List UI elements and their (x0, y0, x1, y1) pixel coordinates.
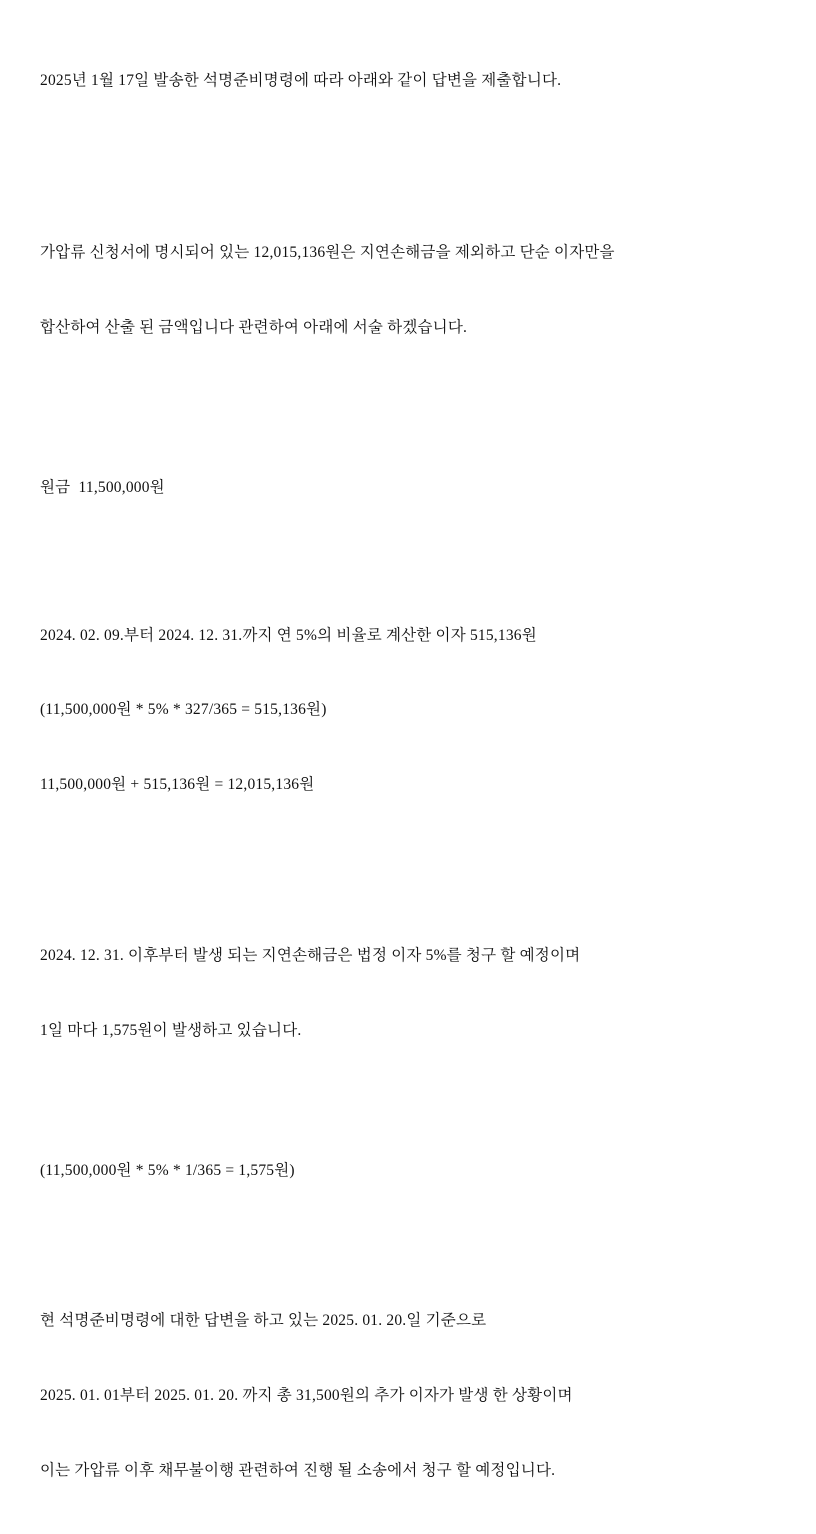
claim-paragraph (40, 190, 776, 391)
current-line-2: 2025. 01. 01부터 2025. 01. 20. 까지 총 31,500원의 추가 이자가 발생 한 상황이며 (40, 1386, 573, 1404)
principal-heading (40, 424, 776, 550)
principal-line-2: (11,500,000원 * 5% * 327/365 = 515,136원) (40, 701, 327, 719)
current-line-3: 이는 가압류 이후 채무불이행 관련하여 진행 될 소송에서 청구 할 예정입니다. (40, 1462, 556, 1480)
current-status-paragraph (40, 1257, 776, 1533)
spacer-after-delay (40, 1233, 776, 1257)
intro-paragraph (40, 18, 776, 144)
claim-line-2: 합산하여 산출 된 금액입니다 관련하여 아래에 서술 하겠습니다. (40, 319, 468, 337)
intro-line-1: 2025년 1월 17일 발송한 석명준비명령에 따라 아래와 같이 답변을 제출합니다. (40, 72, 562, 90)
principal-heading-text: 원금 11,500,000원 (40, 478, 165, 496)
spacer-after-principal (40, 847, 776, 893)
delay-formula (40, 1108, 776, 1234)
claim-line-1: 가압류 신청서에 명시되어 있는 12,015,136원은 지연손해금을 제외하고 단순 이자만을 (40, 243, 615, 261)
principal-line-1: 2024. 02. 09.부터 2024. 12. 31.까지 연 5%의 비율로 계산한 이자 515,136원 (40, 627, 537, 645)
spacer-before-delay-formula (40, 1094, 776, 1108)
delay-line-3: (11,500,000원 * 5% * 1/365 = 1,575원) (40, 1161, 295, 1179)
principal-calculation (40, 574, 776, 847)
current-line-1: 현 석명준비명령에 대한 답변을 하고 있는 2025. 01. 20.일 기준으로 (40, 1311, 487, 1329)
delay-line-2: 1일 마다 1,575원이 발생하고 있습니다. (40, 1022, 302, 1040)
spacer-after-principal-heading (40, 550, 776, 574)
principal-line-3: 11,500,000원 + 515,136원 = 12,015,136원 (40, 775, 315, 793)
spacer-after-claim (40, 390, 776, 424)
spacer-after-intro (40, 144, 776, 190)
delay-interest-paragraph (40, 893, 776, 1094)
delay-line-1: 2024. 12. 31. 이후부터 발생 되는 지연손해금은 법정 이자 5%를 청구 할 예정이며 (40, 947, 581, 965)
